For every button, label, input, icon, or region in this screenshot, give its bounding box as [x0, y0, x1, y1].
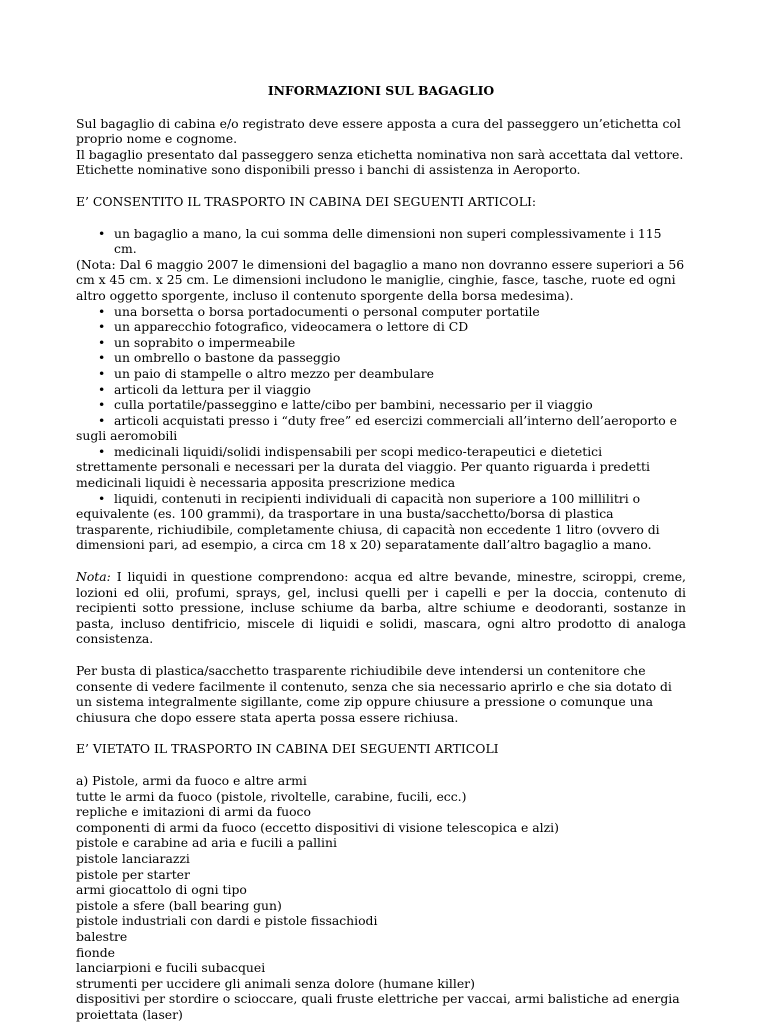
page-title: INFORMAZIONI SUL BAGAGLIO — [267, 83, 495, 98]
list-item: • una borsetta o borsa portadocumenti o personal computer portatile — [76, 304, 686, 320]
section-heading-consentito: E’ CONSENTITO IL TRASPORTO IN CABINA DEI SEGUENTI ARTICOLI: — [76, 193, 537, 209]
list-line: pistole per starter — [76, 866, 190, 882]
list-item: • liquidi, contenuti in recipienti individuali di capacità non superiore a 100 millilitri o equivalente (es. 100 grammi), da trasportare in una busta/sacchetto/borsa di plastica trasparente, richiudibile, completamente chiusa, di capacità non eccedente 1 litro (ovvero di dimensioni pari, ad esempio, a circa cm 18 x 20) separatamente dall’altro bagaglio a mano. — [76, 491, 686, 553]
list-item: • un paio di stampelle o altro mezzo per deambulare — [76, 366, 686, 382]
list-line: armi giocattolo di ogni tipo — [76, 882, 247, 898]
list-line: repliche e imitazioni di armi da fuoco — [76, 804, 311, 820]
list-line: dispositivi per stordire o scioccare, quali fruste elettriche per vaccai, armi balistiche ad energia proiettata (laser) — [76, 991, 680, 1022]
list-line: pistole a sfere (ball bearing gun) — [76, 897, 282, 913]
intro-section — [76, 116, 686, 178]
note-label: Nota: — [76, 569, 111, 585]
section-heading-vietato: E’ VIETATO IL TRASPORTO IN CABINA DEI SEGUENTI ARTICOLI — [76, 741, 499, 757]
list-line: pistole industriali con dardi e pistole fissachiodi — [76, 913, 378, 929]
list-item: • articoli acquistati presso i “duty free” ed esercizi commerciali all’interno dell’aeroporto e sugli aeromobili — [76, 413, 686, 444]
list-item: • un bagaglio a mano, la cui somma delle dimensioni non superi complessivamente i 115 cm. — [76, 226, 686, 257]
intro-line: Etichette nominative sono disponibili presso i banchi di assistenza in Aeroporto. — [76, 162, 581, 178]
vietato-list — [76, 773, 686, 1022]
note-text: I liquidi in questione comprendono: acqua ed altre bevande, minestre, sciroppi, creme, lozioni ed olii, profumi, sprays, gel, inclusi quelli per i capelli e per la doccia, contenuto di recipienti sotto pressione, incluse schiume da barba, altre schiume e deodoranti, sostanze in pasta, incluso dentifricio, miscele di liquidi e solidi, mascara, ogni altro prodotto di analoga consistenza. — [76, 569, 686, 647]
list-line: strumenti per uccidere gli animali senza dolore (humane killer) — [76, 975, 475, 991]
list-line: a) Pistole, armi da fuoco e altre armi — [76, 772, 307, 788]
document-content — [76, 83, 686, 1022]
list-line: fionde — [76, 944, 115, 960]
list-line: pistole e carabine ad aria e fucili a pallini — [76, 835, 337, 851]
list-line: componenti di armi da fuoco (eccetto dispositivi di visione telescopica e alzi) — [76, 819, 559, 835]
list-item: • culla portatile/passeggino e latte/cibo per bambini, necessario per il viaggio — [76, 397, 686, 413]
list-line: lanciarpioni e fucili subacquei — [76, 960, 266, 976]
dimension-note: (Nota: Dal 6 maggio 2007 le dimensioni del bagaglio a mano non dovranno essere superiori a 56 cm x 45 cm. x 25 cm. Le dimensioni includono le maniglie, cinghie, fasce, tasche, ruote ed ogni altro oggetto sporgente, incluso il contenuto sporgente della borsa medesima). — [76, 256, 685, 303]
liquids-note — [76, 569, 686, 647]
intro-line: Sul bagaglio di cabina e/o registrato deve essere apposta a cura del passeggero un’etichetta col proprio nome e cognome. — [76, 115, 681, 147]
list-item: • un ombrello o bastone da passeggio — [76, 350, 686, 366]
intro-line: Il bagaglio presentato dal passeggero senza etichetta nominativa non sarà accettata dal vettore. — [76, 146, 684, 162]
list-item: • articoli da lettura per il viaggio — [76, 382, 686, 398]
list-line: tutte le armi da fuoco (pistole, rivoltelle, carabine, fucili, ecc.) — [76, 788, 467, 804]
list-item: • un soprabito o impermeabile — [76, 335, 686, 351]
list-line: balestre — [76, 928, 128, 944]
list-line: pistole lanciarazzi — [76, 850, 190, 866]
bag-definition: Per busta di plastica/sacchetto trasparente richiudibile deve intendersi un contenitore che consente di vedere facilmente il contenuto, senza che sia necessario aprirlo e che sia dotato di un sistema integralmente sigillante, come zip oppure chiusure a pressione o comunque una chiusura che dopo essere stata aperta possa essere richiusa. — [76, 663, 672, 725]
list-item: • medicinali liquidi/solidi indispensabili per scopi medico-terapeutici e dietetici strettamente personali e necessari per la durata del viaggio. Per quanto riguarda i predetti medicinali liquidi è necessaria apposita prescrizione medica — [76, 444, 686, 491]
consentito-list — [76, 226, 686, 553]
list-item: • un apparecchio fotografico, videocamera o lettore di CD — [76, 319, 686, 335]
